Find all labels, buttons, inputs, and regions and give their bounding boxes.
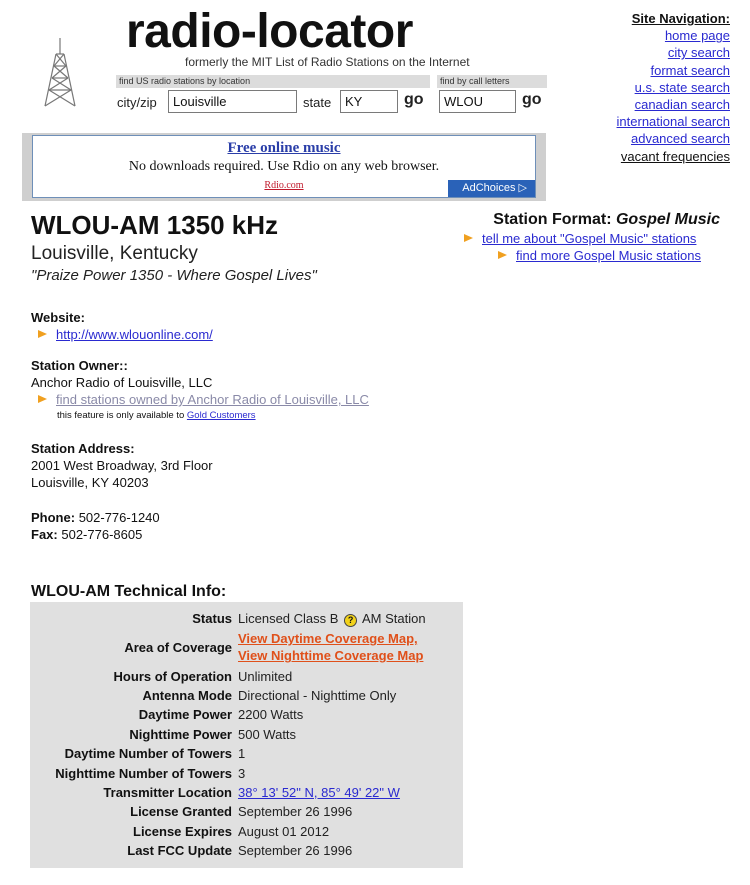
table-row [30, 841, 426, 860]
license-expires-value: August 01 2012 [238, 823, 330, 839]
table-row [30, 725, 426, 744]
nav-vacant-frequencies[interactable]: vacant frequencies [620, 148, 730, 164]
ad-text: No downloads required. Use Rdio on any web browser. [128, 159, 440, 174]
transmitter-location-value [238, 783, 426, 802]
nighttime-towers-label: Nighttime Number of Towers [55, 765, 232, 781]
transmitter-location-label: Transmitter Location [103, 784, 232, 800]
address-line-1: 2001 West Broadway, 3rd Floor [31, 458, 213, 473]
location-search-label: find US radio stations by location [116, 75, 430, 88]
ad-title-link[interactable]: Free online music [227, 140, 341, 156]
station-address-label: Station Address: [31, 441, 135, 456]
hours-value: Unlimited [238, 668, 293, 684]
daytime-coverage-map-link[interactable]: View Daytime Coverage Map, [238, 631, 418, 647]
antenna-mode-value: Directional - Nighttime Only [238, 687, 397, 703]
daytime-power-value: 2200 Watts [238, 707, 304, 723]
status-label: Status [192, 611, 232, 627]
nav-city-search[interactable]: city search [667, 45, 730, 61]
table-row [30, 686, 426, 705]
nav-home-page[interactable]: home page [664, 28, 730, 44]
daytime-power-label: Daytime Power [138, 707, 232, 723]
last-fcc-update-label: Last FCC Update [127, 843, 232, 859]
radio-tower-icon [42, 38, 78, 108]
station-slogan: "Praize Power 1350 - Where Gospel Lives" [31, 267, 317, 284]
phone-number: 502-776-1240 [78, 510, 160, 525]
website-label: Website: [31, 310, 85, 325]
nav-international-search[interactable]: international search [616, 114, 730, 130]
arrow-icon [464, 234, 473, 242]
gold-customers-link[interactable]: Gold Customers [186, 410, 256, 421]
nighttime-power-label: Nighttime Power [129, 726, 232, 742]
format-label: Station Format: [493, 211, 612, 228]
table-row [30, 802, 426, 821]
call-letters-go-button[interactable]: go [522, 91, 542, 108]
website-link[interactable]: http://www.wlouonline.com/ [56, 327, 213, 342]
site-navigation [617, 10, 730, 165]
site-logo[interactable]: radio-locator [126, 5, 413, 58]
table-row [30, 763, 426, 782]
site-tagline: formerly the MIT List of Radio Stations on the Internet [185, 55, 470, 69]
call-letters-input[interactable] [439, 90, 516, 113]
antenna-mode-label: Antenna Mode [142, 687, 232, 703]
city-zip-input[interactable] [168, 90, 297, 113]
owner-stations-link[interactable]: find stations owned by Anchor Radio of Louisville, LLC [56, 392, 369, 407]
location-go-button[interactable]: go [404, 91, 424, 108]
help-icon[interactable]: ? [344, 614, 357, 627]
gold-note [57, 410, 256, 421]
fax-number: 502-776-8605 [61, 527, 143, 542]
format-more-row [498, 248, 701, 263]
fax-row [31, 526, 142, 543]
license-granted-value: September 26 1996 [238, 804, 353, 820]
state-label: state [303, 95, 332, 110]
fax-label: Fax: [31, 527, 58, 542]
station-call-frequency: WLOU-AM 1350 kHz [31, 210, 279, 240]
table-row [30, 609, 426, 628]
station-owner-label: Station Owner:: [31, 358, 128, 373]
status-class: Licensed Class B [238, 610, 339, 626]
phone-label: Phone: [31, 510, 76, 525]
station-owner-name: Anchor Radio of Louisville, LLC [31, 375, 213, 390]
nav-canadian-search[interactable]: canadian search [634, 97, 730, 113]
arrow-icon [498, 251, 507, 259]
format-info-link[interactable]: tell me about "Gospel Music" stations [482, 231, 697, 246]
owner-stations-row [38, 392, 369, 407]
station-city: Louisville, Kentucky [31, 243, 198, 264]
nav-us-state-search[interactable]: u.s. state search [634, 79, 730, 95]
table-row [30, 628, 426, 666]
last-fcc-update-value: September 26 1996 [238, 843, 353, 859]
nav-advanced-search[interactable]: advanced search [630, 131, 730, 147]
table-row [30, 705, 426, 724]
daytime-towers-value: 1 [238, 746, 246, 762]
table-row [30, 822, 426, 841]
license-expires-label: License Expires [133, 823, 232, 839]
technical-info-title: WLOU-AM Technical Info: [31, 583, 227, 600]
city-zip-label: city/zip [117, 95, 157, 110]
status-value [238, 609, 426, 628]
call-letters-search-label: find by call letters [437, 75, 547, 88]
state-input[interactable] [340, 90, 398, 113]
arrow-icon [38, 395, 47, 403]
status-type: AM Station [361, 610, 426, 626]
daytime-towers-label: Daytime Number of Towers [64, 746, 232, 762]
nighttime-power-value: 500 Watts [238, 726, 297, 742]
format-value: Gospel Music [615, 211, 720, 228]
station-format [493, 211, 720, 229]
gold-note-text: this feature is only available to [57, 410, 185, 421]
adchoices-button[interactable]: AdChoices ▷ [448, 180, 535, 197]
address-line-2: Louisville, KY 40203 [31, 475, 149, 490]
format-info-row [464, 231, 696, 246]
ad-url-link[interactable]: Rdio.com [264, 180, 304, 191]
technical-info-table [30, 609, 426, 860]
coverage-label: Area of Coverage [124, 639, 232, 655]
ad-banner[interactable] [32, 135, 536, 198]
nighttime-towers-value: 3 [238, 765, 246, 781]
nighttime-coverage-map-link[interactable]: View Nighttime Coverage Map [238, 648, 424, 664]
table-row [30, 783, 426, 802]
website-row [38, 327, 213, 342]
technical-info-panel [30, 602, 463, 868]
phone-row [31, 509, 160, 526]
table-row [30, 666, 426, 685]
arrow-icon [38, 330, 47, 338]
format-more-link[interactable]: find more Gospel Music stations [516, 248, 701, 263]
hours-label: Hours of Operation [113, 668, 232, 684]
coverage-value [238, 628, 426, 666]
nav-format-search[interactable]: format search [650, 62, 730, 78]
transmitter-location-link[interactable]: 38° 13' 52" N, 85° 49' 22" W [238, 784, 400, 800]
table-row [30, 744, 426, 763]
license-granted-label: License Granted [130, 804, 232, 820]
site-navigation-title: Site Navigation: [631, 11, 730, 26]
